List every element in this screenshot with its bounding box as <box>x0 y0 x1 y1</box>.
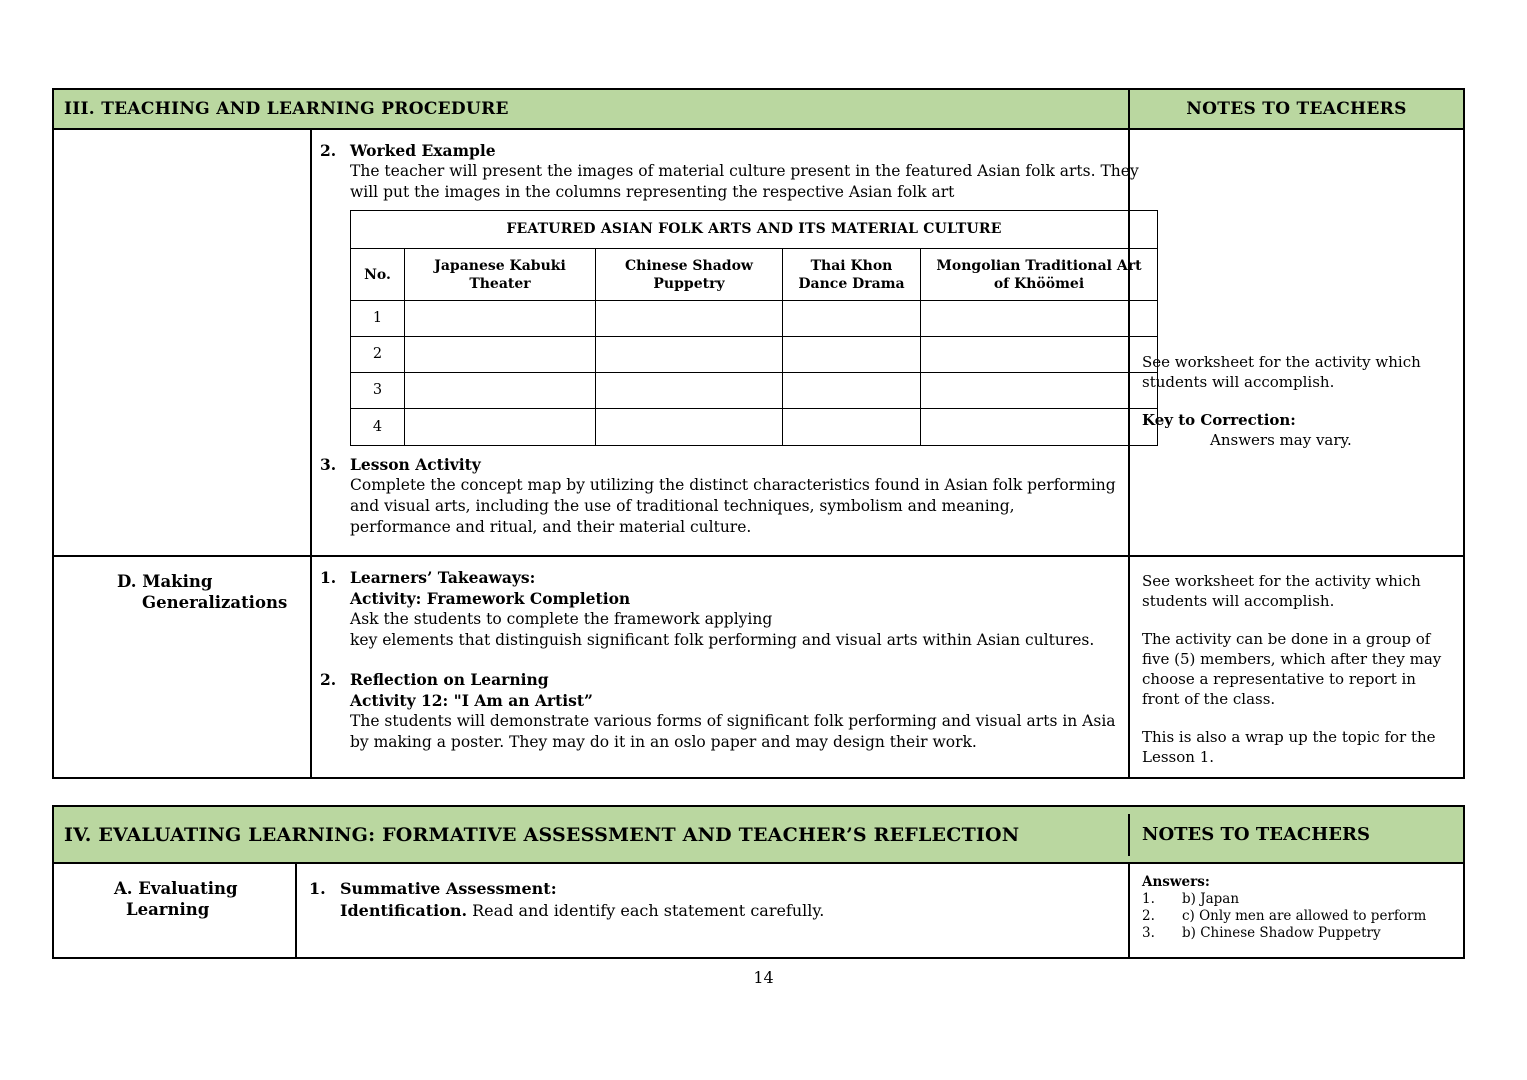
featured-table-row <box>351 301 1157 337</box>
summative-assessment-body <box>340 878 1118 922</box>
identification-text: Read and identify each statement carefully. <box>467 901 825 920</box>
answers-label: Answers: <box>1142 874 1210 890</box>
summative-assessment-item <box>309 878 1118 922</box>
worked-example-body <box>350 140 1158 454</box>
lesson-activity-title: Lesson Activity <box>350 455 481 474</box>
featured-cell-empty <box>783 409 921 445</box>
learners-takeaways-body <box>350 567 1118 651</box>
lesson-activity-body <box>350 454 1118 538</box>
lesson-activity-item <box>320 454 1118 538</box>
spacer <box>320 651 1118 669</box>
featured-cell-empty <box>596 337 783 373</box>
notes2-wrap-up-text: This is also a wrap up the topic for the Lesson 1. <box>1142 728 1436 766</box>
table1-header-row <box>54 90 1463 130</box>
answer-item <box>1142 908 1451 925</box>
featured-col-khon: Thai Khon Dance Drama <box>783 249 921 301</box>
featured-cell-empty <box>783 373 921 409</box>
row1-notes-cell <box>1130 130 1463 555</box>
takeaways-text-line2: key elements that distinguish significant folk performing and visual arts within Asian cultures. <box>350 631 1095 649</box>
table2-notes-cell <box>1130 864 1463 957</box>
page-number: 14 <box>753 968 774 987</box>
lesson-activity-number: 3. <box>320 455 337 474</box>
featured-row-number: 3 <box>351 373 405 409</box>
featured-col-shadow-puppetry: Chinese Shadow Puppetry <box>596 249 783 301</box>
worked-example-number: 2. <box>320 141 337 160</box>
summative-assessment-title: Summative Assessment: <box>340 879 557 898</box>
answer-item <box>1142 891 1451 908</box>
featured-cell-empty <box>921 409 1157 445</box>
table2-row-evaluating-learning <box>54 864 1463 957</box>
featured-row-number: 2 <box>351 337 405 373</box>
featured-cell-empty <box>405 301 596 337</box>
making-generalizations-line1: D. Making <box>117 572 213 591</box>
identification-line <box>340 900 1118 922</box>
summative-assessment-number: 1. <box>309 879 326 898</box>
making-generalizations-line2: Generalizations <box>142 593 288 612</box>
teaching-procedure-table <box>52 88 1465 779</box>
featured-cell-empty <box>405 337 596 373</box>
evaluating-learning-label <box>54 864 297 957</box>
takeaways-text-line1: Ask the students to complete the framework applying <box>350 610 773 628</box>
row2-content-cell <box>312 557 1130 777</box>
featured-table-row <box>351 337 1157 373</box>
row1-content-cell <box>312 130 1142 555</box>
notes-worksheet-text: See worksheet for the activity which students will accomplish. <box>1142 353 1421 391</box>
reflection-title: Reflection on Learning <box>350 670 549 689</box>
table1-section-title: III. TEACHING AND LEARNING PROCEDURE <box>54 90 1130 128</box>
table2-notes-header: NOTES TO TEACHERS <box>1142 824 1370 845</box>
table1-row-making-generalizations <box>54 555 1463 777</box>
framework-completion-subtitle: Activity: Framework Completion <box>350 589 631 608</box>
featured-cell-empty <box>921 337 1157 373</box>
answer-number: 3. <box>1142 925 1155 941</box>
evaluating-learning-line1: A. Evaluating <box>114 879 238 898</box>
featured-cell-empty <box>921 301 1157 337</box>
learners-takeaways-item <box>320 567 1118 651</box>
featured-cell-empty <box>783 337 921 373</box>
featured-cell-empty <box>596 301 783 337</box>
evaluating-learning-line2: Learning <box>126 900 210 919</box>
featured-col-khoomei: Mongolian Traditional Art of Khöömei <box>921 249 1157 301</box>
featured-row-number: 4 <box>351 409 405 445</box>
answer-text: c) Only men are allowed to perform <box>1182 908 1427 924</box>
key-to-correction-label: Key to Correction: <box>1142 411 1296 429</box>
i-am-an-artist-subtitle: Activity 12: "I Am an Artist” <box>350 691 593 710</box>
featured-cell-empty <box>596 409 783 445</box>
featured-row-number: 1 <box>351 301 405 337</box>
answer-text: b) Japan <box>1182 891 1240 907</box>
table2-content-cell <box>297 864 1130 957</box>
featured-cell-empty <box>405 373 596 409</box>
learners-takeaways-number: 1. <box>320 568 337 587</box>
table1-notes-header: NOTES TO TEACHERS <box>1186 99 1407 119</box>
notes2-worksheet-text: See worksheet for the activity which students will accomplish. <box>1142 572 1421 610</box>
row1-left-empty-cell <box>54 130 312 555</box>
table2-section-title: IV. EVALUATING LEARNING: FORMATIVE ASSESSMENT AND TEACHER’S REFLECTION <box>54 814 1130 856</box>
featured-col-kabuki: Japanese Kabuki Theater <box>405 249 596 301</box>
notes2-group-activity-text: The activity can be done in a group of five (5) members, which after they may choose a representative to report in front of the class. <box>1142 630 1442 708</box>
learners-takeaways-title: Learners’ Takeaways: <box>350 568 536 587</box>
featured-cell-empty <box>596 373 783 409</box>
featured-cell-empty <box>405 409 596 445</box>
reflection-body <box>350 669 1118 753</box>
row2-notes-cell <box>1130 557 1463 777</box>
identification-lead: Identification. <box>340 901 468 920</box>
table2-header-row <box>54 807 1463 864</box>
featured-folk-arts-table <box>350 210 1158 446</box>
making-generalizations-label <box>54 557 312 777</box>
answer-number: 2. <box>1142 908 1155 924</box>
reflection-number: 2. <box>320 670 337 689</box>
worked-example-item <box>320 140 1142 454</box>
featured-col-no: No. <box>351 249 405 301</box>
table1-row-worked-example <box>54 130 1463 555</box>
featured-table-row <box>351 409 1157 445</box>
featured-table-title: FEATURED ASIAN FOLK ARTS AND ITS MATERIAL CULTURE <box>351 211 1157 249</box>
key-to-correction-answer: Answers may vary. <box>1210 431 1352 449</box>
featured-cell-empty <box>921 373 1157 409</box>
worked-example-text: The teacher will present the images of material culture present in the featured Asian folk arts. They will put the images in the columns representing the respective Asian folk art <box>350 162 1139 201</box>
answer-item <box>1142 925 1451 942</box>
worked-example-title: Worked Example <box>350 141 496 160</box>
reflection-on-learning-item <box>320 669 1118 753</box>
answer-text: b) Chinese Shadow Puppetry <box>1182 925 1381 941</box>
featured-cell-empty <box>783 301 921 337</box>
featured-table-row <box>351 373 1157 409</box>
featured-table-header-row <box>351 249 1157 301</box>
reflection-text: The students will demonstrate various forms of significant folk performing and visual arts in Asia by making a poster. They may do it in an oslo paper and may design their work. <box>350 712 1116 751</box>
lesson-activity-text: Complete the concept map by utilizing the distinct characteristics found in Asian folk performing and visual arts, including the use of traditional techniques, symbolism and meaning, performance and ritual, and their material culture. <box>350 476 1116 536</box>
evaluating-learning-table <box>52 805 1465 959</box>
answer-number: 1. <box>1142 891 1155 907</box>
